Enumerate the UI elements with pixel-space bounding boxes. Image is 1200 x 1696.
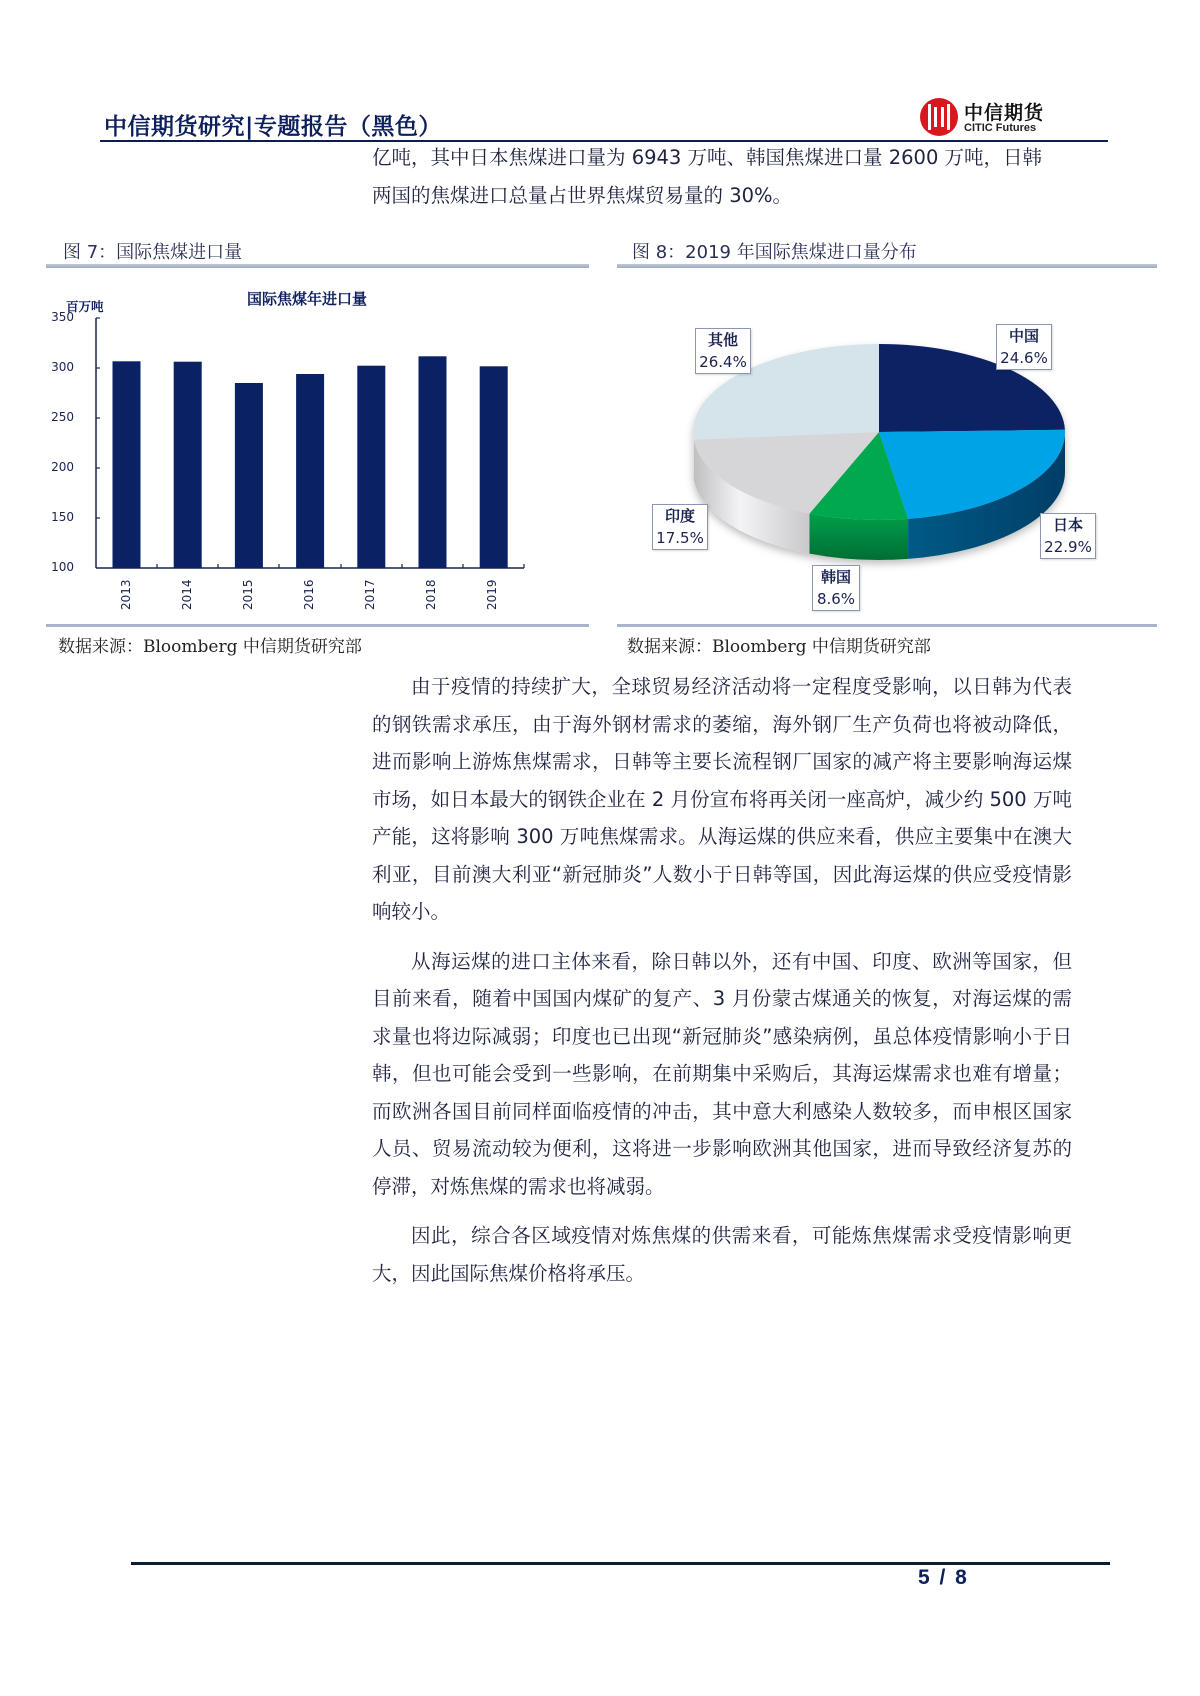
- logo-text-en: CITIC Futures: [964, 122, 1037, 134]
- page-number: 5 / 8: [918, 1566, 969, 1589]
- paragraph: 从海运煤的进口主体来看，除日韩以外，还有中国、印度、欧洲等国家，但目前来看，随着中国国内煤矿的复产、3 月份蒙古煤通关的恢复，对海运煤的需求量也将边际减弱；印度也已出现“新冠肺炎”感染病例，虽总体疫情影响小于日韩，但也可能会受到一些影响，在前期集中采购后，其海运煤需求也难有增量；而欧洲各国目前同样面临疫情的冲击，其中意大利感染人数较多，而申根区国家人员、贸易流动较为便利，这将进一步影响欧洲其他国家，进而导致经济复苏的停滞，对炼焦煤的需求也将减弱。: [372, 949, 1072, 1198]
- body-paragraphs: [372, 668, 1072, 1292]
- bar-2017: [357, 366, 385, 568]
- bar-2018: [419, 356, 447, 568]
- bar-2015: [235, 383, 263, 568]
- y-tick: 300: [51, 360, 74, 374]
- x-tick: 2018: [424, 579, 438, 610]
- pie-side-其他: [693, 432, 694, 480]
- bar-2016: [296, 374, 324, 568]
- pie-chart: [617, 300, 1157, 620]
- intro-line: 两国的焦煤进口总量占世界焦煤贸易量的 30%。: [372, 183, 793, 207]
- x-tick: 2019: [485, 579, 499, 610]
- figure-7-rule: [46, 264, 589, 268]
- paragraph: 由于疫情的持续扩大，全球贸易经济活动将一定程度受影响，以日韩为代表的钢铁需求承压，由于海外钢材需求的萎缩，海外钢厂生产负荷也将被动降低，进而影响上游炼焦煤需求，日韩等主要长流程钢厂国家的减产将主要影响海运煤市场，如日本最大的钢铁企业在 2 月份宣布将再关闭一座高炉，减少约 500 万吨产能，这将影响 300 万吨焦煤需求。从海运煤的供应来看，供应主要集中在澳大利亚，目前澳大利亚“新冠肺炎”人数小于日韩等国，因此海运煤的供应受疫情影响较小。: [372, 675, 1072, 923]
- report-header-title: 中信期货研究|专题报告（黑色）: [104, 114, 442, 140]
- bar-chart-title: 国际焦煤年进口量: [247, 290, 368, 308]
- y-tick: 100: [51, 560, 74, 574]
- bar-2014: [174, 362, 202, 568]
- figure-7-title: 图 7：国际焦煤进口量: [63, 242, 243, 263]
- citic-logo: [920, 98, 1110, 138]
- bar-2019: [480, 366, 508, 568]
- x-tick: 2014: [180, 579, 194, 610]
- pie-label-japan: 日本 22.9%: [1040, 513, 1096, 559]
- figure-7-bottom-rule: [46, 624, 589, 627]
- paragraph: 因此，综合各区域疫情对炼焦煤的供需来看，可能炼焦煤需求受疫情影响更大，因此国际焦煤价格将承压。: [372, 1224, 1072, 1285]
- intro-line: 亿吨，其中日本焦煤进口量为 6943 万吨、韩国焦煤进口量 2600 万吨，日韩: [372, 146, 1043, 169]
- figure-7-source: 数据来源：Bloomberg 中信期货研究部: [58, 637, 362, 657]
- y-tick: 200: [51, 460, 74, 474]
- y-tick: 250: [51, 410, 74, 424]
- pie-side-韩国: [809, 514, 908, 560]
- x-tick: 2017: [363, 579, 377, 610]
- logo-text-cn: 中信期货: [964, 102, 1045, 124]
- pie-label-others: 其他 26.4%: [695, 328, 751, 374]
- citic-logo-icon: [920, 98, 958, 136]
- figure-8-source: 数据来源：Bloomberg 中信期货研究部: [627, 637, 931, 657]
- bar-chart: [40, 280, 600, 610]
- pie-label-korea: 韩国 8.6%: [812, 565, 860, 611]
- bar-chart-plot: [40, 280, 600, 610]
- pie-label-china: 中国 24.6%: [996, 324, 1052, 370]
- footer-divider: [131, 1562, 1110, 1565]
- y-axis-unit: 百万吨: [66, 299, 104, 314]
- intro-text: [372, 139, 1072, 214]
- x-tick: 2016: [302, 579, 316, 610]
- y-tick: 150: [51, 510, 74, 524]
- y-tick: 350: [51, 310, 74, 324]
- figure-8-rule: [617, 264, 1157, 268]
- pie-label-india: 印度 17.5%: [652, 504, 708, 550]
- figure-8-bottom-rule: [617, 624, 1157, 627]
- bar-2013: [113, 361, 141, 568]
- figure-8-title: 图 8：2019 年国际焦煤进口量分布: [632, 242, 917, 263]
- x-tick: 2013: [119, 579, 133, 610]
- x-tick: 2015: [241, 579, 255, 610]
